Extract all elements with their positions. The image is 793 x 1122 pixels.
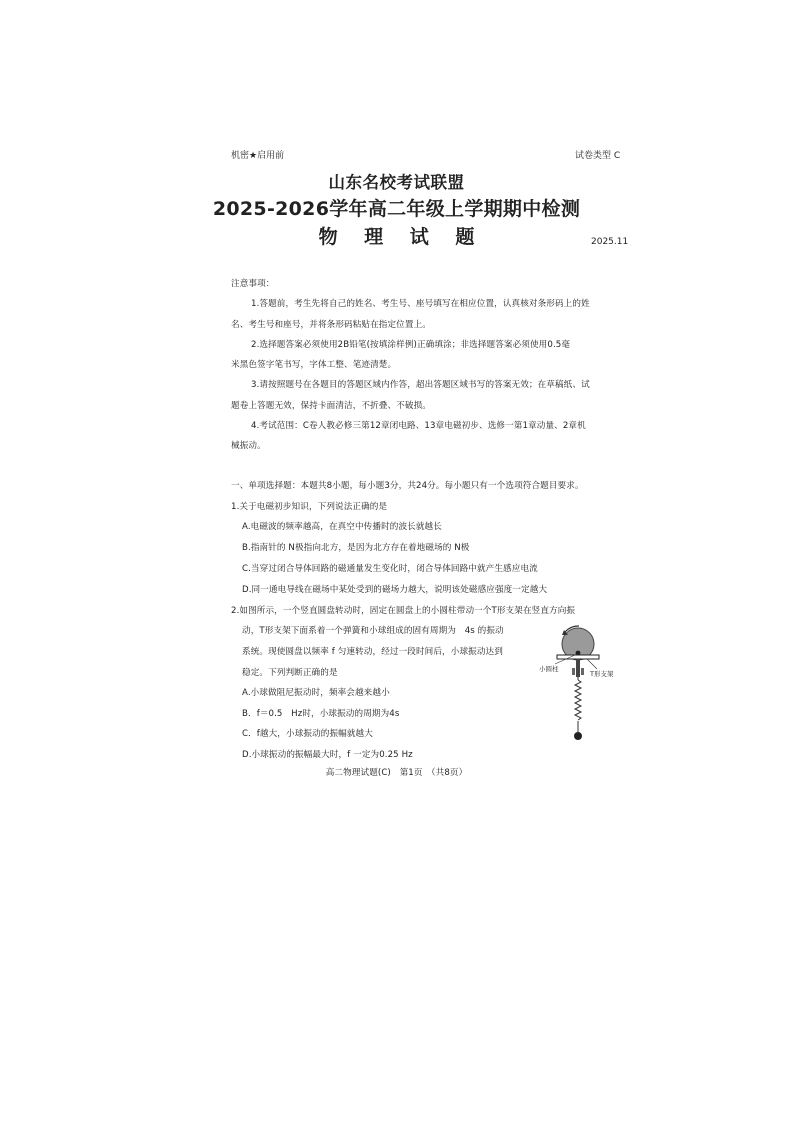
q2-option-d: D.小球振动的振幅最大时，f 一定为0.25 Hz bbox=[242, 750, 413, 760]
q2-stem-line: 系统。现使圆盘以频率 f 匀速转动，经过一段时间后，小球振动达到 bbox=[242, 647, 503, 657]
page-footer: 高二物理试题(C) 第1页 （共8页） bbox=[325, 768, 468, 778]
q2-stem-line: 2.如图所示，一个竖直圆盘转动时，固定在圆盘上的小圆柱带动一个T形支架在竖直方向振 bbox=[231, 606, 576, 616]
t-frame-stem bbox=[576, 659, 580, 677]
q1-stem: 1.关于电磁初步知识，下列说法正确的是 bbox=[231, 502, 388, 512]
notes-line: 械振动。 bbox=[231, 441, 266, 451]
notes-line: 题卷上答题无效，保持卡面清洁，不折叠、不破损。 bbox=[231, 401, 431, 411]
q2-stem-line: 稳定。下列判断正确的是 bbox=[242, 668, 338, 678]
q2-option-b: B．f＝0.5 Hz时，小球振动的周期为4s bbox=[242, 709, 400, 719]
section-heading: 一、单项选择题：本题共8小题，每小题3分，共24分。每小题只有一个选项符合题目要求。 bbox=[231, 481, 584, 491]
spring-shape bbox=[575, 680, 581, 720]
notes-line: 米黑色签字笔书写，字体工整、笔迹清楚。 bbox=[231, 360, 397, 370]
t-frame-bar bbox=[557, 655, 599, 659]
exam-date: 2025.11 bbox=[591, 237, 629, 247]
notes-line: 2.选择题答案必须使用2B铅笔(按填涂样例)正确填涂；非选择题答案必须使用0.5毫 bbox=[251, 340, 571, 350]
q1-option-c: C.当穿过闭合导体回路的磁通量发生变化时，闭合导体回路中就产生感应电流 bbox=[242, 564, 538, 574]
notes-heading: 注意事项： bbox=[231, 279, 275, 289]
notes-line: 1.答题前，考生先将自己的姓名、考生号、座号填写在相应位置，认真核对条形码上的姓 bbox=[251, 299, 590, 309]
disk-spring-figure bbox=[535, 622, 615, 746]
subject-title: 物 理 试 题 bbox=[318, 226, 485, 248]
q1-option-b: B.指南针的 N极指向北方，是因为北方存在着地磁场的 N极 bbox=[242, 543, 470, 553]
notes-line: 4.考试范围：C卷人教必修三第12章闭电路、13章电磁初步、选修一第1章动量、2章机 bbox=[251, 421, 586, 431]
org-title: 山东名校考试联盟 bbox=[328, 173, 465, 192]
confidential-label: 机密★启用前 bbox=[231, 151, 285, 161]
q1-option-a: A.电磁波的频率越高，在真空中传播时的波长就越长 bbox=[242, 522, 442, 532]
q2-stem-line: 动，T形支架下面系着一个弹簧和小球组成的固有周期为 4s 的振动 bbox=[242, 626, 504, 636]
label-t-frame: T形支架 bbox=[590, 670, 614, 678]
q1-option-d: D.同一通电导线在磁场中某处受到的磁场力越大，说明该处磁感应强度一定越大 bbox=[242, 585, 548, 595]
notes-line: 3.请按照题号在各题目的答题区域内作答，超出答题区域书写的答案无效；在草稿纸、试 bbox=[251, 380, 590, 390]
ball-shape bbox=[574, 732, 582, 740]
paper-type-label: 试卷类型 C bbox=[575, 151, 621, 161]
label-small-cylinder: 小圆柱 bbox=[539, 665, 559, 673]
q2-option-a: A.小球做阻尼振动时，频率会越来越小 bbox=[242, 688, 390, 698]
notes-line: 名、考生号和座号，并将条形码粘贴在指定位置上。 bbox=[231, 320, 431, 330]
exam-title: 2025-2026学年高二年级上学期期中检测 bbox=[212, 198, 581, 220]
q2-option-c: C．f越大，小球振动的振幅就越大 bbox=[242, 729, 373, 739]
